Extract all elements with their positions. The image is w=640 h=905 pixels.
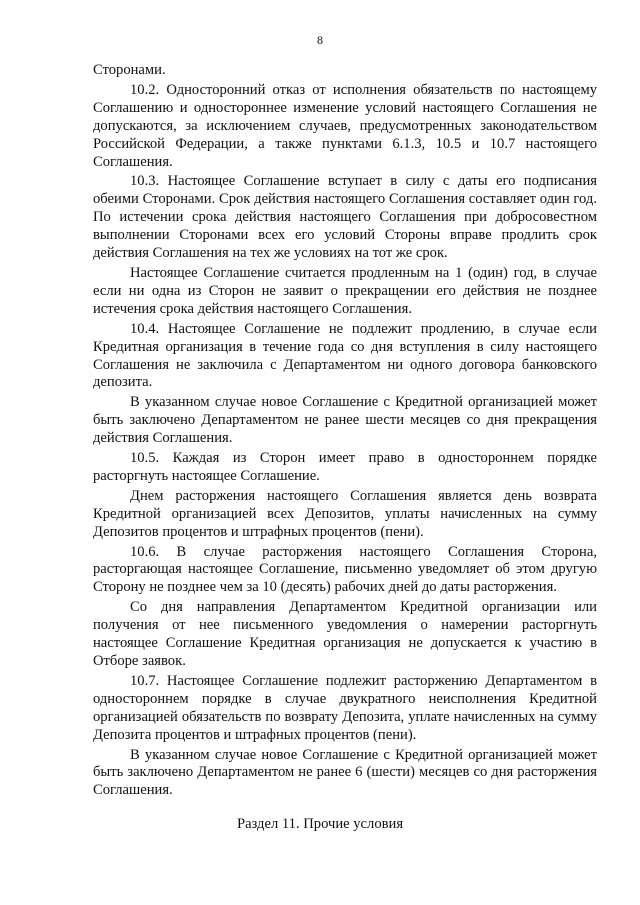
paragraph-10-4: 10.4. Настоящее Соглашение не подлежит продлению, в случае если Кредитная организация в течение года со дня вступления в силу настоящего Соглашения не заключила с Департаментом ни одного договора банковского депозита. xyxy=(93,320,597,391)
paragraph-10-7-new-agreement: В указанном случае новое Соглашение с Кредитной организацией может быть заключено Департаментом не ранее 6 (шести) месяцев со дня расторжения Соглашения. xyxy=(93,746,597,799)
paragraph-10-5-termination-day: Днем расторжения настоящего Соглашения является день возврата Кредитной организацией всех Депозитов, уплаты начисленных на сумму Депозитов процентов и штрафных процентов (пени). xyxy=(93,487,597,540)
paragraph-10-3-extension: Настоящее Соглашение считается продленным на 1 (один) год, в случае если ни одна из Сторон не заявит о прекращении его действия не позднее истечения срока действия настоящего Соглашения. xyxy=(93,264,597,317)
paragraph-10-6: 10.6. В случае расторжения настоящего Соглашения Сторона, расторгающая настоящее Соглашение, письменно уведомляет об этом другую Сторону не позднее чем за 10 (десять) рабочих дней до даты расторжения. xyxy=(93,543,597,596)
paragraph-10-6-selection: Со дня направления Департаментом Кредитной организации или получения от нее письменного уведомления о намерении расторгнуть настоящее Соглашение Кредитная организация не допускается к участию в Отборе заявок. xyxy=(93,599,597,669)
page-number: 8 xyxy=(317,33,323,47)
paragraph-continuation: Сторонами. xyxy=(93,62,166,78)
body-text xyxy=(93,62,597,802)
paragraph-10-5: 10.5. Каждая из Сторон имеет право в одностороннем порядке расторгнуть настоящее Соглашение. xyxy=(93,450,597,484)
paragraph-10-3: 10.3. Настоящее Соглашение вступает в силу с даты его подписания обеими Сторонами. Срок действия настоящего Соглашения составляет один год. По истечении срока действия настоящего Соглашения при добросовестном выполнении Сторонами всех его условий Стороны вправе продлить срок действия Соглашения на тех же условиях на тот же срок. xyxy=(93,173,597,262)
paragraph-10-2: 10.2. Односторонний отказ от исполнения обязательств по настоящему Соглашению и одностороннее изменение условий настоящего Соглашения не допускаются, за исключением случаев, предусмотренных законодательством Российской Федерации, а также пунктами 6.1.3, 10.5 и 10.7 настоящего Соглашения. xyxy=(93,81,597,170)
paragraph-10-7: 10.7. Настоящее Соглашение подлежит расторжению Департаментом в одностороннем порядке в случае двукратного неисполнения Кредитной организацией обязательств по возврату Депозита, уплате начисленных на сумму Депозита процентов и штрафных процентов (пени). xyxy=(93,672,597,743)
paragraph-10-4-new-agreement: В указанном случае новое Соглашение с Кредитной организацией может быть заключено Департаментом не ранее шести месяцев со дня прекращения действия Соглашения. xyxy=(93,394,597,447)
section-heading: Раздел 11. Прочие условия xyxy=(236,816,404,832)
